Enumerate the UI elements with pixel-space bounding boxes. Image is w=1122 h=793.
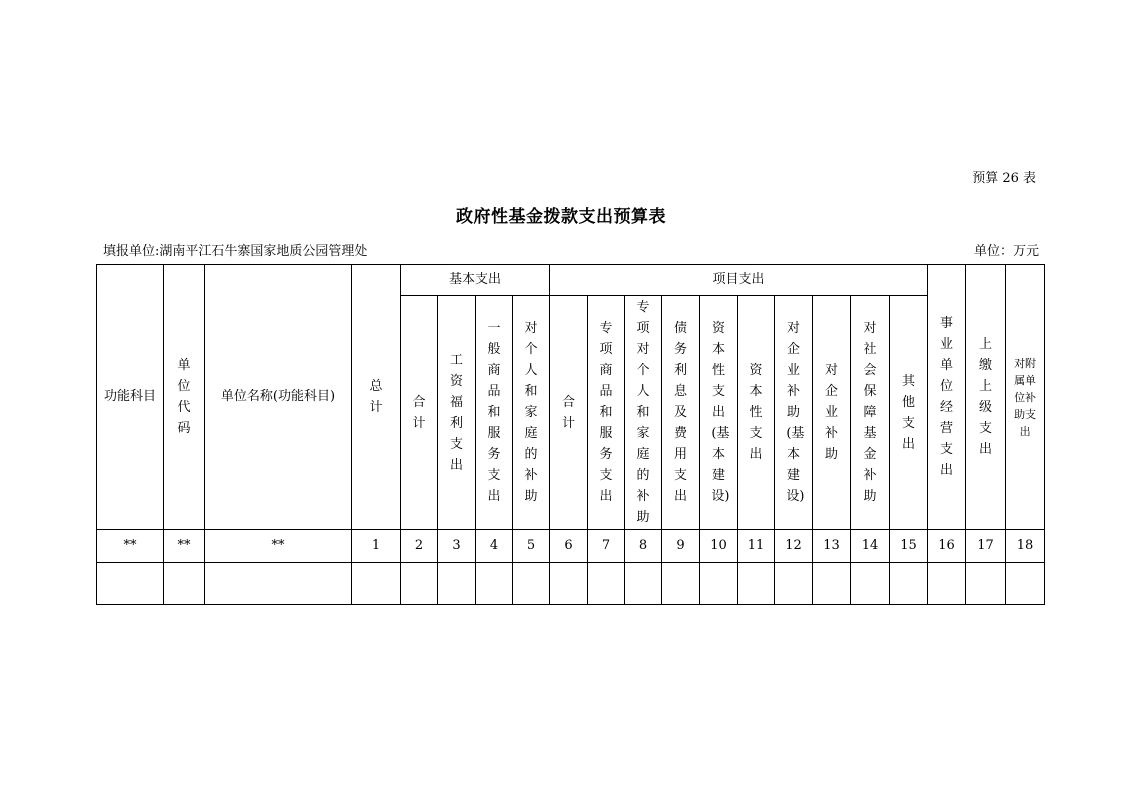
data-cell <box>588 563 625 605</box>
data-cell <box>352 563 401 605</box>
header-unit-code: 单位代码 <box>164 265 205 530</box>
header-proj-capital: 资本性支出 <box>738 296 775 530</box>
budget-table <box>96 264 1045 605</box>
index-cell: 11 <box>738 530 775 563</box>
data-cell <box>550 563 588 605</box>
index-cell: 12 <box>775 530 813 563</box>
header-basic-goods: 一般商品和服务支出 <box>476 296 513 530</box>
table-number: 预算 26 表 <box>972 171 1036 186</box>
header-proj-enterprise-build: 对企业补助(基本建设) <box>775 296 813 530</box>
index-cell: 8 <box>625 530 662 563</box>
index-cell: 5 <box>513 530 550 563</box>
header-proj-sum: 合计 <box>550 296 588 530</box>
reporting-unit: 填报单位:湖南平江石牛寨国家地质公园管理处 <box>103 244 368 259</box>
index-cell: 3 <box>438 530 476 563</box>
header-basic-sum: 合计 <box>401 296 438 530</box>
header-proj-personal: 专项对个人和家庭的补助 <box>625 296 662 530</box>
data-cell <box>1006 563 1045 605</box>
index-row <box>97 530 1045 563</box>
header-business: 事业单位经营支出 <box>928 265 966 530</box>
index-cell: 13 <box>813 530 851 563</box>
header-proj-enterprise: 对企业补助 <box>813 296 851 530</box>
header-total: 总计 <box>352 265 401 530</box>
index-cell: ** <box>205 530 352 563</box>
data-cell <box>164 563 205 605</box>
index-cell: 6 <box>550 530 588 563</box>
index-cell: ** <box>97 530 164 563</box>
index-cell: 15 <box>890 530 928 563</box>
header-proj-other: 其他支出 <box>890 296 928 530</box>
page-title: 政府性基金拨款支出预算表 <box>456 207 666 227</box>
header-upper: 上缴上级支出 <box>966 265 1006 530</box>
header-proj-capital-build: 资本性支出(基本建设) <box>700 296 738 530</box>
data-cell <box>662 563 700 605</box>
index-cell: 7 <box>588 530 625 563</box>
header-basic-personal: 对个人和家庭的补助 <box>513 296 550 530</box>
data-cell <box>813 563 851 605</box>
header-group-project: 项目支出 <box>550 265 928 296</box>
header-proj-social: 对社会保障基金补助 <box>851 296 890 530</box>
index-cell: 9 <box>662 530 700 563</box>
header-basic-wage: 工资福利支出 <box>438 296 476 530</box>
header-affiliated: 对附属单位补助支出 <box>1006 265 1045 530</box>
data-cell <box>775 563 813 605</box>
index-cell: ** <box>164 530 205 563</box>
index-cell: 2 <box>401 530 438 563</box>
index-cell: 16 <box>928 530 966 563</box>
index-cell: 1 <box>352 530 401 563</box>
data-cell <box>401 563 438 605</box>
data-cell <box>928 563 966 605</box>
data-cell <box>205 563 352 605</box>
data-cell <box>890 563 928 605</box>
header-group-basic: 基本支出 <box>401 265 550 296</box>
index-cell: 10 <box>700 530 738 563</box>
index-cell: 18 <box>1006 530 1045 563</box>
header-row-groups <box>97 265 1045 296</box>
unit-row <box>103 240 1039 259</box>
data-cell <box>738 563 775 605</box>
header-proj-debt: 债务利息及费用支出 <box>662 296 700 530</box>
index-cell: 4 <box>476 530 513 563</box>
data-cell <box>625 563 662 605</box>
header-proj-goods: 专项商品和服务支出 <box>588 296 625 530</box>
index-cell: 17 <box>966 530 1006 563</box>
index-cell: 14 <box>851 530 890 563</box>
data-cell <box>476 563 513 605</box>
header-func-subject: 功能科目 <box>97 265 164 530</box>
data-cell <box>513 563 550 605</box>
data-cell <box>700 563 738 605</box>
data-cell <box>966 563 1006 605</box>
data-cell <box>438 563 476 605</box>
currency-unit: 单位：万元 <box>973 244 1039 259</box>
empty-data-row <box>97 563 1045 605</box>
header-unit-name: 单位名称(功能科目) <box>205 265 352 530</box>
data-cell <box>851 563 890 605</box>
data-cell <box>97 563 164 605</box>
